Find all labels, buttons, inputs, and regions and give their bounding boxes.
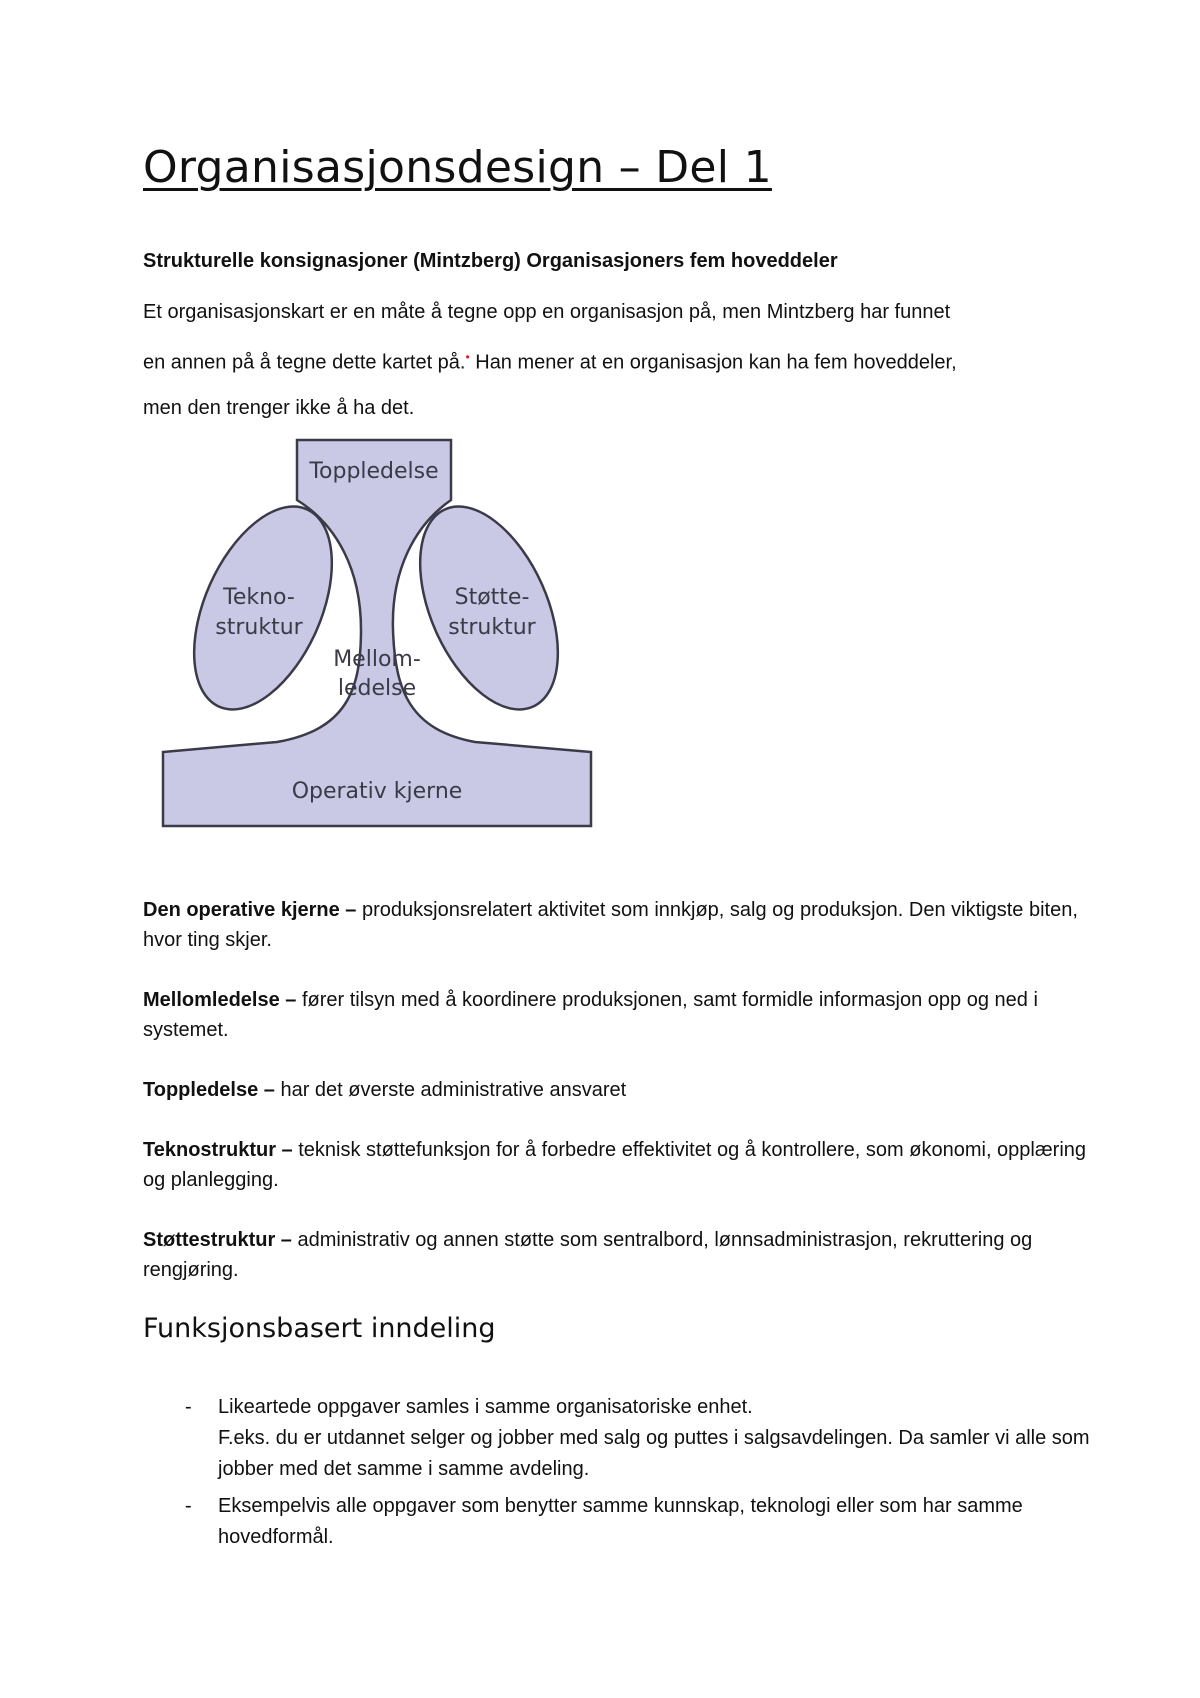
- label-tekno-1: Tekno-: [223, 585, 295, 610]
- page-title: Organisasjonsdesign – Del 1: [143, 142, 772, 193]
- intro-line-2: [143, 335, 1083, 386]
- definition-term: Teknostruktur –: [143, 1139, 299, 1161]
- label-operativ-kjerne: Operativ kjerne: [291, 779, 463, 804]
- footnote-marker[interactable]: •: [465, 350, 470, 364]
- bullet-list: [143, 1392, 1103, 1559]
- definition-term: Den operative kjerne –: [143, 899, 362, 921]
- list-item: [143, 1392, 1103, 1485]
- intro-line-1: Et organisasjonskart er en måte å tegne opp en organisasjon på, men Mintzberg har funnet: [143, 301, 951, 323]
- list-item-text: Likeartede oppgaver samles i samme organisatoriske enhet.: [218, 1396, 753, 1418]
- label-mellom-1: Mellom-: [333, 647, 421, 672]
- label-stotte-2: struktur: [448, 615, 536, 640]
- definition-text: har det øverste administrative ansvaret: [280, 1079, 627, 1101]
- dash-bullet-icon: -: [185, 1495, 192, 1517]
- definition-term: Støttestruktur –: [143, 1229, 298, 1251]
- definition-text: fører tilsyn med å koordinere produksjonen, samt formidle informasjon opp og ned i systemet.: [143, 989, 1038, 1041]
- list-item: [143, 1491, 1103, 1553]
- definition-operative-kjerne: [143, 895, 1093, 955]
- label-mellom-2: ledelse: [337, 676, 417, 701]
- definition-stottestruktur: [143, 1225, 1093, 1285]
- label-stotte-1: Støtte-: [454, 585, 530, 610]
- section-heading: Funksjonsbasert inndeling: [143, 1313, 496, 1344]
- definition-term: Mellomledelse –: [143, 989, 302, 1011]
- dash-bullet-icon: -: [185, 1396, 192, 1418]
- mintzberg-diagram: [155, 430, 595, 830]
- label-toppledelse: Toppledelse: [309, 459, 439, 484]
- list-item-text: Eksempelvis alle oppgaver som benytter samme kunnskap, teknologi eller som har samme hovedformål.: [218, 1495, 1023, 1548]
- definition-text: teknisk støttefunksjon for å forbedre effektivitet og å kontrollere, som økonomi, opplæring og planlegging.: [143, 1139, 1087, 1191]
- intro-line-2a: en annen på å tegne dette kartet på.: [143, 351, 466, 374]
- definition-term: Toppledelse –: [143, 1079, 281, 1101]
- list-item-example: F.eks. du er utdannet selger og jobber med salg og puttes i salgsavdelingen. Da samler vi alle som jobber med det samme i samme avdeling.: [218, 1427, 1090, 1480]
- label-tekno-2: struktur: [215, 615, 303, 640]
- intro-heading: Strukturelle konsignasjoner (Mintzberg) Organisasjoners fem hoveddeler: [143, 250, 838, 272]
- intro-paragraph: [143, 290, 1083, 431]
- definition-text: produksjonsrelatert aktivitet som innkjøp, salg og produksjon. Den viktigste biten, hvor ting skjer.: [143, 899, 1078, 951]
- definition-text: administrativ og annen støtte som sentralbord, lønnsadministrasjon, rekruttering og rengjøring.: [143, 1229, 1033, 1281]
- definition-teknostruktur: [143, 1135, 1093, 1195]
- intro-line-3: men den trenger ikke å ha det.: [143, 396, 415, 419]
- intro-line-2b: Han mener at en organisasjon kan ha fem hoveddeler,: [469, 351, 957, 374]
- definition-toppledelse: [143, 1075, 1093, 1105]
- definition-mellomledelse: [143, 985, 1093, 1045]
